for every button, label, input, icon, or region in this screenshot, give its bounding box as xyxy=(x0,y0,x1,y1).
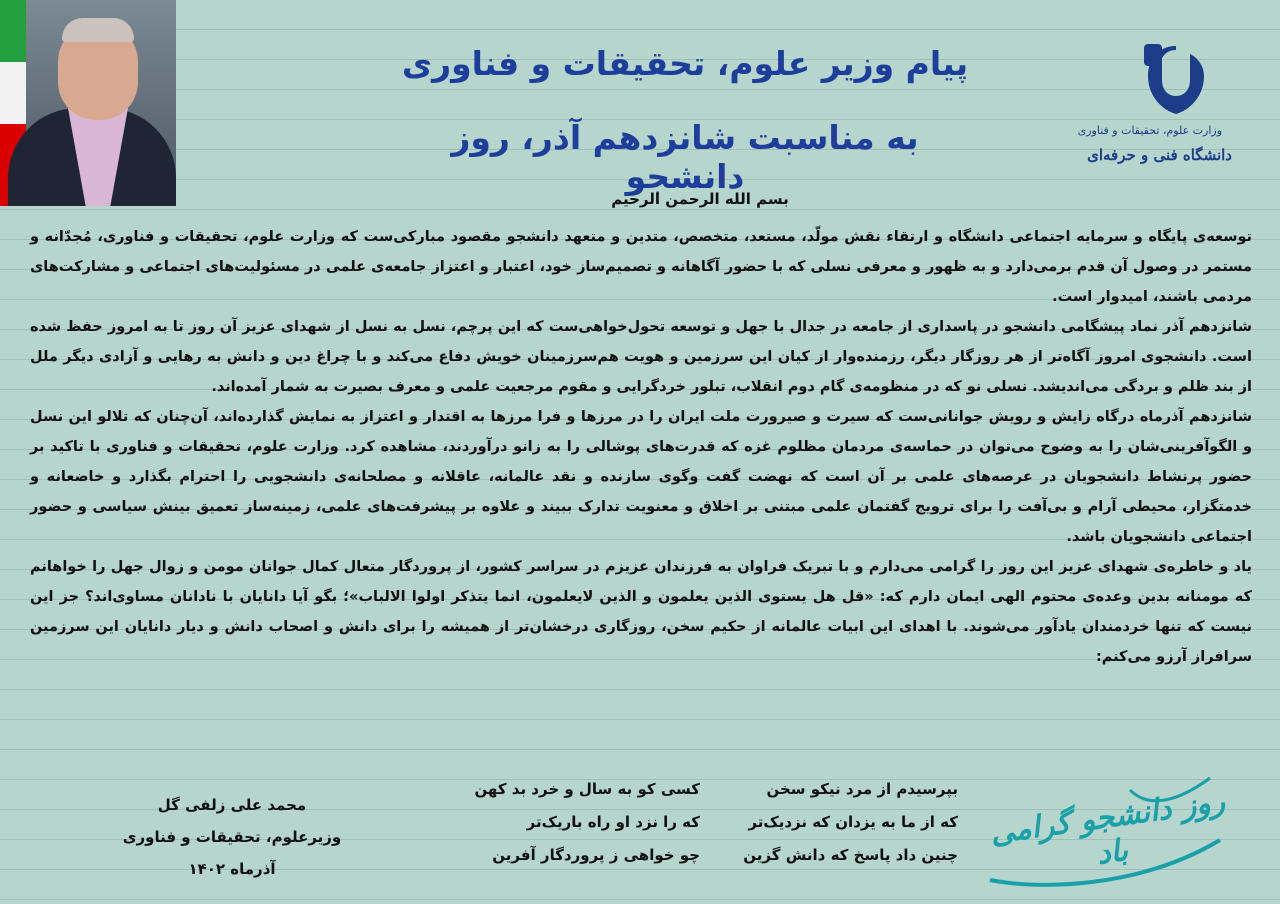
page-subtitle: به مناسبت شانزدهم آذر، روز دانشجو xyxy=(451,118,919,196)
logo-university-text: دانشگاه فنی و حرفه‌ای xyxy=(1087,146,1232,164)
poem-line: کسی کو به سال و خرد بد کهن xyxy=(474,780,700,798)
paragraph: شانزدهم آذرماه درگاه زایش و رویش جوانانی‌ست که سیرت و صیرورت ملت ایران را در مرزها و فرا مرزها به اقتدار و اعتزاز به نمایش گذارده‌اند، آن‌چنان که تلالو این نسل و الگوآفرینی‌شان را به وضوح می‌توان در حماسه‌ی مردمان مظلوم غزه که قدرت‌های پوشالی را به زانو درآوردند، مشاهده کرد. وزارت علوم، تحقیقات و فناوری با تاکید بر حضور پرنشاط دانشجویان در عرصه‌های علمی بر آن است که نهضت گفت وگوی سازنده و نقد عالمانه، عاقلانه و مصلحانه‌ی دانشجویی را احترام بگذارد و خاضعانه و خدمتگزار، محیطی آرام و بی‌آفت را برای ترویج گفتمان علمی مبتنی بر اخلاق و معنویت تدارک ببیند و علاوه بر پیشرفت‌های علمی، زمینه‌ساز تعمیق بینش سیاسی و حضور اجتماعی دانشجویان باشد. xyxy=(30,409,1252,545)
logo-ministry-text: وزارت علوم، تحقیقات و فناوری xyxy=(1077,124,1222,137)
signature-date: آذرماه ۱۴۰۲ xyxy=(188,860,276,878)
signature-position: وزیرعلوم، تحقیقات و فناوری xyxy=(122,828,342,846)
message-body xyxy=(30,222,1252,672)
university-logo-icon xyxy=(1140,40,1212,120)
poem-line: بپرسیدم از مرد نیکو سخن xyxy=(766,780,958,798)
bismillah: بسم الله الرحمن الرحیم xyxy=(611,190,789,208)
poem-line: که از ما به یزدان که نزدیک‌تر xyxy=(748,813,958,831)
page-title: پیام وزیر علوم، تحقیقات و فناوری xyxy=(401,44,969,83)
paragraph: توسعه‌ی پایگاه و سرمایه اجتماعی دانشگاه و ارتقاء نقش مولّد، مستعد، متخصص، متدین و متعهد دانشجو مقصود مبارکی‌ست که وزارت علوم، تحقیقات و فناوری، مُجدّانه و مستمر در وصول آن قدم برمی‌دارد و به ظهور و معرفی نسلی که با حضور آگاهانه و تصمیم‌ساز خود، اعتبار و اعتزاز جامعه‌ی علمی در مسئولیت‌های اجتماعی و مشارکت‌های مردمی باشند، امیدوار است. xyxy=(30,229,1252,305)
minister-portrait xyxy=(0,0,176,206)
poem-line: چو خواهی ز پروردگار آفرین xyxy=(492,846,700,864)
paragraph: یاد و خاطره‌ی شهدای عزیز این روز را گرامی می‌دارم و با تبریک فراوان به فرزندان عزیزم در سراسر کشور، از پروردگار متعال کمال جوانان مومن و زوال جهل را خواهانم که مومنانه بدین وعده‌ی محتوم الهی ایمان دارم که: «قل هل یستوی الذین یعلمون و الذین لایعلمون، انما یتذکر اولوا الالباب»؛ بگو آیا دانایان با نادانان مساوی‌اند؟ جز این نیست که تنها خردمندان یادآور می‌شوند. با اهدای این ابیات عالمانه از حکیم سخن، روزگاری درخشان‌تر از همیشه را برای دانش و اصحاب دانش و دیار دانایان این سرزمین سرافراز آرزو می‌کنم: xyxy=(30,559,1252,665)
calligraphy-text: روز دانشجو گرامی باد xyxy=(988,783,1227,872)
poem-line: چنین داد پاسخ که دانش گزین xyxy=(743,846,958,864)
signature-name: محمد علی زلفی گل xyxy=(157,796,307,814)
paragraph: شانزدهم آذر نماد پیشگامی دانشجو در پاسداری از جامعه در جدال با جهل و توسعه تحول‌خواهی‌ست که این پرچم، نسل به نسل از شهدای عزیز آن روز تا به امروز حفظ شده است. دانشجوی امروز آگاه‌تر از هر روزگار دیگر، رزمنده‌وار از کیان این سرزمین و هویت هم‌سرزمینان خویش دفاع می‌کند و با چراغ دین و دانش به رهایی و آزادی دیگر ملل از بند ظلم و بردگی می‌اندیشد. نسلی نو که در منظومه‌ی گام دوم انقلاب، تبلور خردگرایی و مقوم مرجعیت علمی و معرف بصیرت به شمار آمده‌اند. xyxy=(30,319,1252,395)
poem-line: که را نزد او راه باریک‌تر xyxy=(526,813,700,831)
